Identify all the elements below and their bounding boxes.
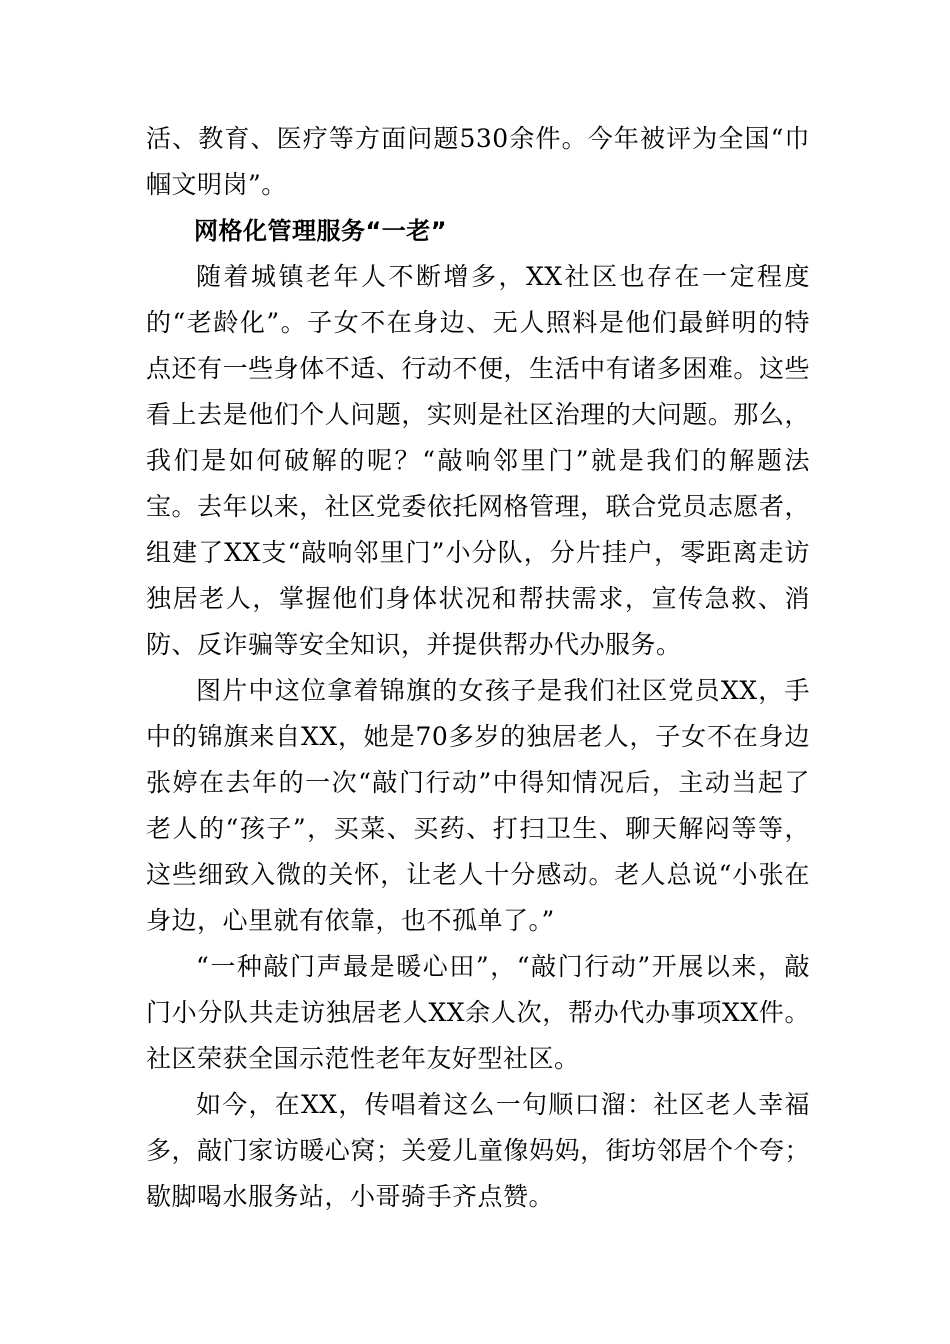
paragraph-folk-rhyme: 如今，在XX，传唱着这么一句顺口溜：社区老人幸福多，敲门家访暖心窝；关爱儿童像妈妈，街坊邻居个个夸；歇脚喝水服务站，小哥骑手齐点赞。 [146, 1090, 810, 1211]
section-heading: 网格化管理服务“一老” [194, 217, 448, 245]
paragraph-volunteer-story: 图片中这位拿着锦旗的女孩子是我们社区党员XX，手中的锦旗来自XX，她是70多岁的独居老人，子女不在身边张婷在去年的一次“敲门行动”中得知情况后，主动当起了老人的“孩子”，买菜、买药、打扫卫生、聊天解闷等等，这些细致入微的关怀，让老人十分感动。老人总说“小张在身边，心里就有依靠，也不孤单了。” [146, 676, 810, 935]
paragraph-knock-action-results: “一种敲门声最是暖心田”，“敲门行动”开展以来，敲门小分队共走访独居老人XX余人次，帮办代办事项XX件。社区荣获全国示范性老年友好型社区。 [146, 952, 810, 1073]
paragraph-continuation: 活、教育、医疗等方面问题530余件。今年被评为全国“巾帼文明岗”。 [146, 124, 810, 199]
document-body [146, 116, 810, 1220]
paragraph-aging-community: 随着城镇老年人不断增多，XX社区也存在一定程度的“老龄化”。子女不在身边、无人照料是他们最鲜明的特点还有一些身体不适、行动不便，生活中有诸多困难。这些看上去是他们个人问题，实则是社区治理的大问题。那么，我们是如何破解的呢？“敲响邻里门”就是我们的解题法宝。去年以来，社区党委依托网格管理，联合党员志愿者，组建了XX支“敲响邻里门”小分队，分片挂户，零距离走访独居老人，掌握他们身体状况和帮扶需求，宣传急救、消防、反诈骗等安全知识，并提供帮办代办服务。 [146, 262, 810, 659]
